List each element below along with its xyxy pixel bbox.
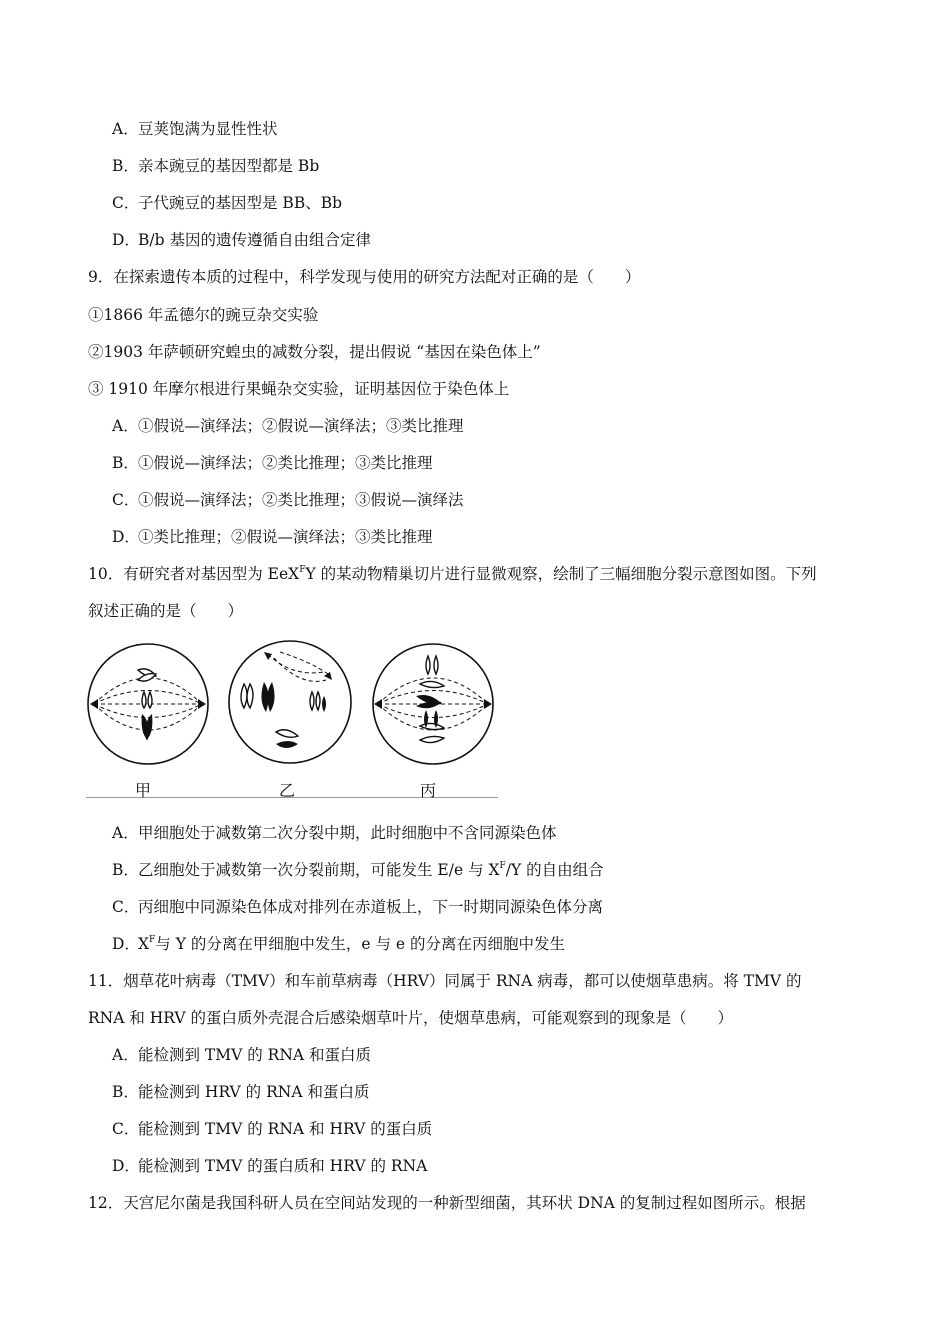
q9-option-c: C．①假说—演绎法；②类比推理；③假说—演绎法	[112, 491, 464, 509]
cell-division-figure	[86, 632, 500, 800]
q11-option-c: C．能检测到 TMV 的 RNA 和 HRV 的蛋白质	[112, 1120, 433, 1138]
figure-label-bing: 丙	[420, 781, 437, 800]
q11-stem-line2: RNA 和 HRV 的蛋白质外壳混合后感染烟草叶片，使烟草患病，可能观察到的现象是（ ）	[88, 1009, 734, 1027]
figure-label-jia: 甲	[135, 781, 152, 800]
q10-stem: 10．有研究者对基因型为 EeX$^F$Y 的某动物精巢切片进行显微观察，绘制了三幅细胞分裂示意图如图。下列	[88, 565, 817, 583]
q9-stem: 9．在探索遗传本质的过程中，科学发现与使用的研究方法配对正确的是（ ）	[88, 268, 641, 286]
q9-option-a: A．①假说—演绎法；②假说—演绎法；③类比推理	[112, 417, 464, 435]
q8-option-c: C．子代豌豆的基因型是 BB、Bb	[112, 194, 343, 212]
q10-option-a: A．甲细胞处于减数第二次分裂中期，此时细胞中不含同源染色体	[112, 824, 557, 842]
q9-option-d: D．①类比推理；②假说—演绎法；③类比推理	[112, 528, 433, 546]
q8-option-b: B．亲本豌豆的基因型都是 Bb	[112, 157, 320, 175]
q9-option-b: B．①假说—演绎法；②类比推理；③类比推理	[112, 454, 433, 472]
q10-option-b: B．乙细胞处于减数第一次分裂前期，可能发生 E/e 与 $X^F/Y$ 的自由组合	[112, 861, 604, 879]
q9-item-1: ①1866 年孟德尔的豌豆杂交实验	[88, 306, 319, 324]
q11-stem: 11．烟草花叶病毒（TMV）和车前草病毒（HRV）同属于 RNA 病毒，都可以使烟草患病。将 TMV 的	[88, 972, 802, 990]
q11-option-a: A．能检测到 TMV 的 RNA 和蛋白质	[112, 1046, 372, 1064]
q9-item-2: ②1903 年萨顿研究蝗虫的减数分裂，提出假说 “基因在染色体上”	[88, 343, 541, 361]
figure-label-yi: 乙	[279, 781, 296, 800]
q12-stem: 12．天宫尼尔菌是我国科研人员在空间站发现的一种新型细菌，其环状 DNA 的复制过程如图所示。根据	[88, 1194, 806, 1212]
q9-item-3: ③ 1910 年摩尔根进行果蝇杂交实验，证明基因位于染色体上	[88, 380, 510, 398]
q8-option-a: A．豆荚饱满为显性性状	[112, 120, 278, 138]
q10-option-d: D．$X^F$与 Y 的分离在甲细胞中发生，e 与 e 的分离在丙细胞中发生	[112, 935, 566, 953]
q10-option-c: C．丙细胞中同源染色体成对排列在赤道板上，下一时期同源染色体分离	[112, 898, 604, 916]
q11-option-b: B．能检测到 HRV 的 RNA 和蛋白质	[112, 1083, 370, 1101]
q11-option-d: D．能检测到 TMV 的蛋白质和 HRV 的 RNA	[112, 1157, 428, 1175]
q10-stem-line2: 叙述正确的是（ ）	[88, 602, 244, 620]
q8-option-d: D．B/b 基因的遗传遵循自由组合定律	[112, 231, 371, 249]
